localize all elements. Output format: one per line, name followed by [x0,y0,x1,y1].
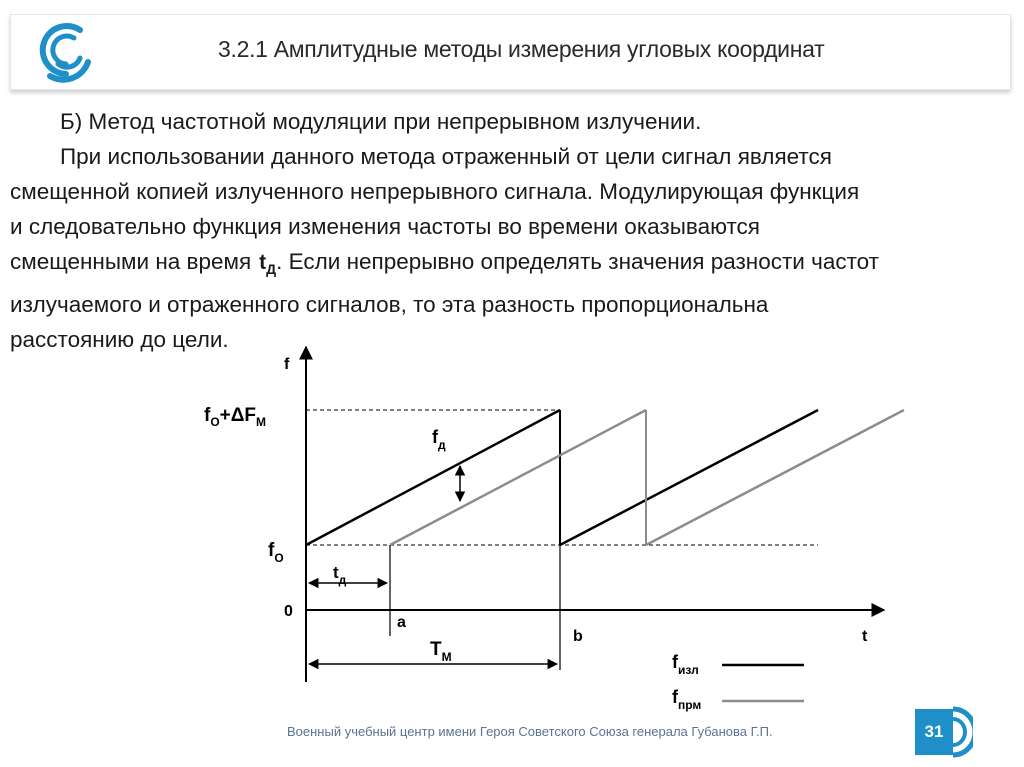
text-line: смещенной копией излученного непрерывного сигнала. Модулирующая функция [10,179,860,204]
text-span: смещенными на время [10,249,252,274]
page-number: 31 [915,709,953,755]
a-label: a [397,614,406,631]
received-ramp-2 [646,410,904,545]
td-sub: Д [266,261,277,278]
footer-text: Военный учебный центр имени Героя Советского Союза генерала Губанова Г.П. [287,724,773,739]
zero-label: 0 [284,603,293,620]
legend-emitted-label: $f_{изл}$ [672,652,699,677]
fd-label: $f_д$ [432,427,446,452]
text-span: . Если непрерывно определять значения разности частот [276,249,879,274]
td-label: $t_д$ [333,563,347,587]
emitted-ramp-2 [560,410,818,545]
td-main: t [259,251,267,274]
page-badge-arc-icon [951,705,973,759]
text-line: расстоянию до цели. [10,327,229,353]
tm-label: $T_M$ [430,639,452,664]
f0-label: $f_O$ [268,540,284,565]
text-line: излучаемого и отраженного сигналов, то эта разность пропорциональна [10,292,769,318]
legend-received-label: $f_{прм}$ [672,687,702,712]
page-title: 3.2.1 Амплитудные методы измерения угловых координат [218,36,825,62]
received-ramp-1 [390,410,646,545]
fmax-label: $f_O+\Delta F_M$ [204,405,267,429]
text-line: Б) Метод частотной модуляции при непрерывном излучении. [60,109,702,134]
y-axis-label: f [284,356,290,373]
text-line: При использовании данного метода отраженный от цели сигнал является [60,144,832,169]
x-axis-label: t [862,628,868,645]
text-line: и следовательно функция изменения частоты во времени оказываются [10,214,760,239]
b-label: b [573,628,583,645]
